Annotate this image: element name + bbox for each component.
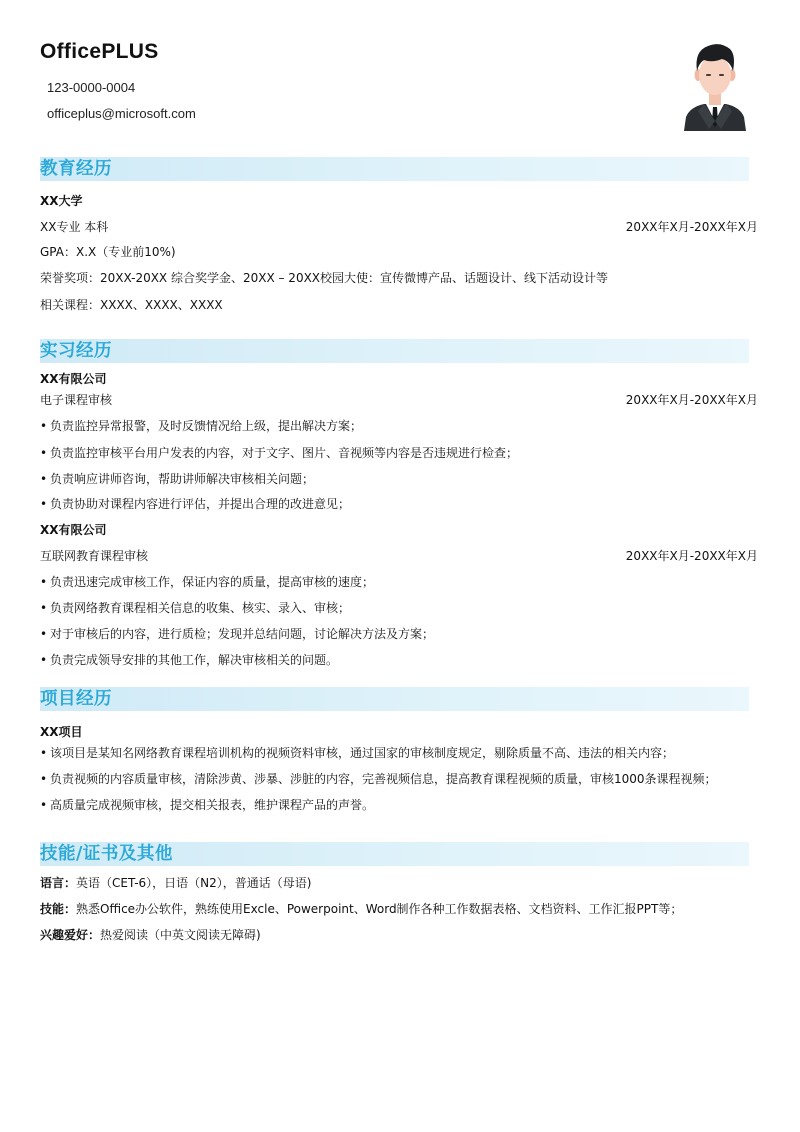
education-date: 20XX年X月-20XX年X月 (625, 220, 758, 234)
job-bullet: • 负责响应讲师咨询，帮助讲师解决审核相关问题； (40, 471, 314, 487)
internship-section-title: 实习经历 (40, 341, 112, 361)
project-bullet: • 负责视频的内容质量审核，清除涉黄、涉暴、涉脏的内容，完善视频信息，提高教育课程视频的质量，审核1000条课程视频； (40, 771, 717, 787)
candidate-name: OfficePLUS (40, 40, 159, 63)
job-bullet: • 负责监控异常报警，及时反馈情况给上级，提出解决方案； (40, 418, 362, 434)
project-bullet: • 该项目是某知名网络教育课程培训机构的视频资料审核，通过国家的审核制度规定，剔除质量不高、违法的相关内容； (40, 745, 674, 761)
skills-section-title: 技能/证书及其他 (40, 844, 173, 864)
education-section-title: 教育经历 (40, 159, 112, 179)
email-address: officeplus@microsoft.com (47, 106, 196, 121)
projects-section-bar (40, 687, 749, 711)
education-section-bar (40, 157, 749, 181)
job-bullet: • 对于审核后的内容，进行质检；发现并总结问题，讨论解决方法及方案； (40, 626, 434, 642)
job-role: 互联网教育课程审核 (40, 549, 149, 563)
skill-label: 语言： (40, 876, 77, 890)
avatar-icon (682, 41, 748, 131)
skill-row-skills (40, 901, 682, 917)
school-name: XX大学 (40, 194, 83, 208)
gpa: GPA：X.X（专业前10%) (40, 245, 176, 259)
honors: 荣誉奖项：20XX-20XX 综合奖学金、20XX – 20XX校园大使：宣传微博产品、话题设计、线下活动设计等 (40, 271, 609, 285)
skill-value: 英语（CET-6），日语（N2），普通话（母语) (76, 876, 312, 890)
project-name: XX项目 (40, 725, 83, 739)
job-company: XX有限公司 (40, 523, 107, 537)
courses: 相关课程：XXXX、XXXX、XXXX (40, 298, 223, 312)
job-bullet: • 负责完成领导安排的其他工作，解决审核相关的问题。 (40, 652, 338, 668)
skill-label: 技能： (40, 902, 77, 916)
internship-section-bar (40, 339, 749, 363)
job-bullet: • 负责协助对课程内容进行评估，并提出合理的改进意见； (40, 496, 350, 512)
job-company: XX有限公司 (40, 372, 107, 386)
job-bullet: • 负责网络教育课程相关信息的收集、核实、录入、审核； (40, 600, 350, 616)
job-bullet: • 负责迅速完成审核工作，保证内容的质量，提高审核的速度； (40, 574, 374, 590)
major-degree: XX专业 本科 (40, 220, 109, 234)
skill-row-language (40, 875, 311, 891)
phone-number: 123-0000-0004 (47, 80, 136, 95)
job-role: 电子课程审核 (40, 393, 113, 407)
job-date: 20XX年X月-20XX年X月 (625, 393, 758, 407)
project-bullet: • 高质量完成视频审核，提交相关报表，维护课程产品的声誉。 (40, 797, 374, 813)
skill-row-hobbies (40, 927, 261, 943)
skill-value: 熟悉Office办公软件，熟练使用Excle、Powerpoint、Word制作各种工作数据表格、文档资料、工作汇报PPT等； (76, 902, 683, 916)
skill-value: 热爱阅读（中英文阅读无障碍) (100, 928, 261, 942)
projects-section-title: 项目经历 (40, 689, 112, 709)
job-date: 20XX年X月-20XX年X月 (625, 549, 758, 563)
skill-label: 兴趣爱好： (40, 928, 101, 942)
job-bullet: • 负责监控审核平台用户发表的内容，对于文字、图片、音视频等内容是否违规进行检查； (40, 445, 518, 461)
